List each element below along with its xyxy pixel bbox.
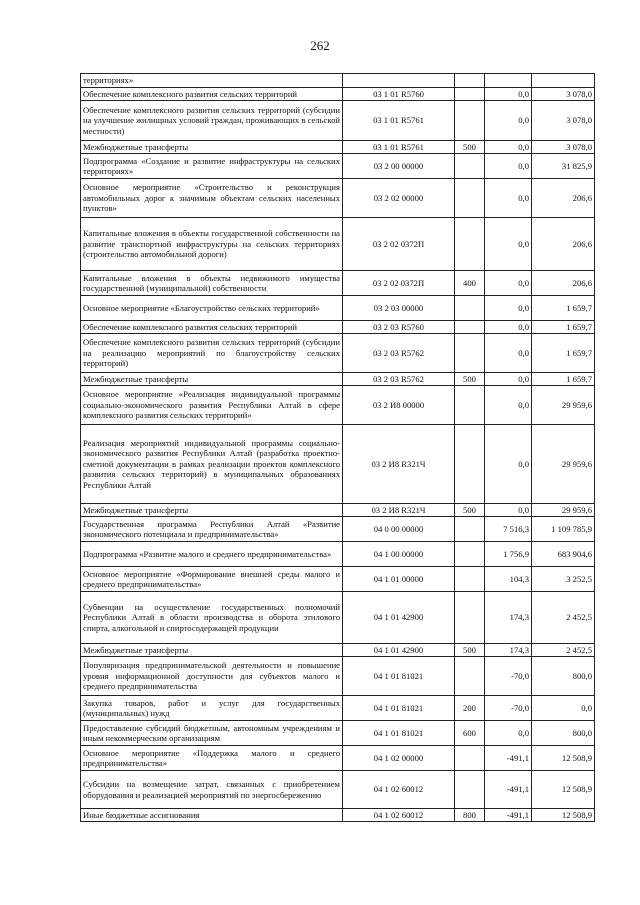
table-cell-vr [455,88,485,101]
table-row [81,425,595,504]
table-cell-value-1: 174,3 [485,592,532,644]
table-cell-vr [455,296,485,321]
table-cell-value-1: -70,0 [485,696,532,721]
table-cell-value-2: 29 959,6 [532,386,595,425]
table-cell-name: Межбюджетные трансферты [81,504,343,517]
table-row [81,517,595,542]
table-cell-name: Иные бюджетные ассигнования [81,809,343,822]
table-cell-name: Основное мероприятие «Строительство и реконструкция автомобильных дорог к значимым объектам сельских населенных пунктов» [81,179,343,218]
table-cell-name: Закупка товаров, работ и услуг для государственных (муниципальных) нужд [81,696,343,721]
table-cell-value-1 [485,74,532,88]
table-cell-value-1: -491,1 [485,809,532,822]
table-cell-value-1: 0,0 [485,504,532,517]
table-cell-code: 04 1 00 00000 [343,542,455,567]
table-cell-value-2: 12 508,9 [532,771,595,809]
table-cell-value-1: 0,0 [485,101,532,141]
table-cell-code: 04 0 00 00000 [343,517,455,542]
table-cell-vr [455,386,485,425]
table-cell-value-1: 0,0 [485,296,532,321]
table-cell-value-2: 1 659,7 [532,334,595,373]
table-cell-code: 03 2 02 0372П [343,218,455,271]
table-cell-value-1: -491,1 [485,746,532,771]
table-cell-value-1: 174,3 [485,644,532,657]
table-row [81,771,595,809]
table-row [81,321,595,334]
table-cell-value-1: 0,0 [485,386,532,425]
table-cell-vr: 800 [455,809,485,822]
table-cell-code: 03 2 И8 00000 [343,386,455,425]
table-cell-value-2 [532,74,595,88]
table-cell-vr [455,567,485,592]
table-cell-value-1: 0,0 [485,271,532,296]
table-cell-name: Реализация мероприятий индивидуальной программы социально-экономического развития Республики Алтай (разработка проектно-сметной документации в рамках реализации проектов комплексного развития сельских территорий) в муниципальных образованиях Республики Алтай [81,425,343,504]
table-cell-code: 04 1 01 42900 [343,644,455,657]
table-cell-value-2: 29 959,6 [532,425,595,504]
table-row [81,74,595,88]
table-cell-code: 03 1 01 R5760 [343,88,455,101]
table-cell-vr [455,179,485,218]
table-cell-code: 03 2 02 00000 [343,179,455,218]
table-cell-value-2: 31 825,9 [532,154,595,179]
table-cell-code: 04 1 01 81021 [343,721,455,746]
table-cell-value-2: 206,6 [532,218,595,271]
table-cell-code: 03 2 03 00000 [343,296,455,321]
table-cell-vr [455,542,485,567]
table-cell-value-2: 29 959,6 [532,504,595,517]
table-cell-vr: 400 [455,271,485,296]
table-row [81,334,595,373]
table-cell-value-1: 1 756,9 [485,542,532,567]
table-cell-code: 04 1 02 60012 [343,809,455,822]
table-cell-vr: 500 [455,644,485,657]
table-cell-name: Государственная программа Республики Алтай «Развитие экономического потенциала и предпринимательства» [81,517,343,542]
table-cell-name: Обеспечение комплексного развития сельских территорий (субсидии на реализацию мероприятий по благоустройству сельских территорий) [81,334,343,373]
table-cell-vr [455,218,485,271]
table-cell-name: Межбюджетные трансферты [81,373,343,386]
table-cell-code: 04 1 02 00000 [343,746,455,771]
table-cell-code: 03 2 03 R5760 [343,321,455,334]
table-cell-name: Подпрограмма «Создание и развитие инфраструктуры на сельских территориях» [81,154,343,179]
table-row [81,88,595,101]
table-cell-name: Капитальные вложения в объекты недвижимого имущества государственной (муниципальной) собственности [81,271,343,296]
table-row [81,373,595,386]
table-cell-name: Предоставление субсидий бюджетным, автономным учреждениям и иным некоммерческим организациям [81,721,343,746]
table-cell-code: 04 1 01 00000 [343,567,455,592]
table-row [81,809,595,822]
table-cell-value-2: 3 078,0 [532,141,595,154]
table-cell-value-2: 12 508,9 [532,746,595,771]
table-cell-vr: 500 [455,373,485,386]
table-cell-code: 03 1 01 R5761 [343,141,455,154]
table-cell-name: Капитальные вложения в объекты государственной собственности на развитие транспортной инфраструктуры на сельских территориях (строительство автомобильной дороги) [81,218,343,271]
table-row [81,271,595,296]
table-cell-name: Популяризация предпринимательской деятельности и повышение уровня информационной доступности для субъектов малого и среднего предпринимательства [81,657,343,696]
table-row [81,504,595,517]
table-cell-value-1: 0,0 [485,373,532,386]
table-cell-name: Субсидии на возмещение затрат, связанных с приобретением оборудования и реализацией мероприятий по энергосбережению [81,771,343,809]
table-cell-code: 04 1 01 81021 [343,696,455,721]
table-cell-vr [455,154,485,179]
table-cell-value-1: 0,0 [485,88,532,101]
table-row [81,386,595,425]
table-cell-name: Обеспечение комплексного развития сельских территорий (субсидии на улучшение жилищных условий граждан, проживающих в сельской местности) [81,101,343,141]
table-cell-value-2: 1 659,7 [532,296,595,321]
table-cell-value-1: 0,0 [485,179,532,218]
table-cell-value-2: 3 078,0 [532,101,595,141]
table-cell-code: 04 1 02 60012 [343,771,455,809]
table-row [81,567,595,592]
table-row [81,141,595,154]
table-cell-value-1: 0,0 [485,321,532,334]
table-cell-value-2: 2 452,5 [532,592,595,644]
table-cell-value-2: 3 252,5 [532,567,595,592]
table-row [81,179,595,218]
table-cell-value-2: 2 452,5 [532,644,595,657]
table-cell-value-1: -70,0 [485,657,532,696]
table-cell-vr: 500 [455,504,485,517]
table-cell-vr [455,517,485,542]
table-cell-vr [455,101,485,141]
table-cell-code: 03 2 00 00000 [343,154,455,179]
table-cell-value-1: 0,0 [485,425,532,504]
table-cell-name: Обеспечение комплексного развития сельских территорий [81,88,343,101]
table-cell-code [343,74,455,88]
table-cell-value-1: 0,0 [485,141,532,154]
table-cell-value-2: 3 078,0 [532,88,595,101]
table-row [81,218,595,271]
table-cell-name: Основное мероприятие «Формирование внешней среды малого и среднего предпринимательства» [81,567,343,592]
table-cell-vr [455,425,485,504]
budget-table [80,73,595,822]
table-cell-name: территориях» [81,74,343,88]
table-cell-vr [455,321,485,334]
table-row [81,101,595,141]
table-row [81,592,595,644]
table-cell-value-1: 0,0 [485,154,532,179]
table-cell-value-2: 683 904,6 [532,542,595,567]
table-cell-value-2: 1 659,7 [532,373,595,386]
table-cell-value-2: 1 109 785,9 [532,517,595,542]
table-cell-name: Основное мероприятие «Поддержка малого и среднего предпринимательства» [81,746,343,771]
budget-table-body [81,74,595,822]
table-cell-name: Субвенции на осуществление государственных полномочий Республики Алтай в области производства и оборота этилового спирта, алкогольной и спиртосодержащей продукции [81,592,343,644]
table-cell-value-1: 7 516,3 [485,517,532,542]
table-cell-vr [455,592,485,644]
table-cell-value-2: 800,0 [532,657,595,696]
table-cell-value-2: 1 659,7 [532,321,595,334]
table-cell-value-2: 0,0 [532,696,595,721]
table-cell-vr: 600 [455,721,485,746]
table-cell-value-1: -491,1 [485,771,532,809]
table-cell-value-1: 104,3 [485,567,532,592]
table-cell-code: 03 2 И8 R321Ч [343,425,455,504]
table-row [81,657,595,696]
table-cell-name: Межбюджетные трансферты [81,644,343,657]
table-cell-value-2: 12 508,9 [532,809,595,822]
table-cell-vr: 200 [455,696,485,721]
table-cell-code: 04 1 01 42900 [343,592,455,644]
table-cell-vr [455,74,485,88]
table-row [81,721,595,746]
table-row [81,542,595,567]
table-cell-code: 03 2 03 R5762 [343,373,455,386]
table-cell-value-1: 0,0 [485,334,532,373]
table-cell-value-2: 800,0 [532,721,595,746]
table-row [81,154,595,179]
table-cell-vr [455,657,485,696]
page-number: 262 [310,38,330,53]
table-cell-code: 03 2 И8 R321Ч [343,504,455,517]
table-row [81,644,595,657]
table-cell-vr [455,746,485,771]
table-cell-code: 03 2 03 R5762 [343,334,455,373]
table-cell-value-1: 0,0 [485,721,532,746]
table-cell-vr: 500 [455,141,485,154]
table-cell-value-2: 206,6 [532,271,595,296]
table-cell-code: 03 1 01 R5761 [343,101,455,141]
table-cell-name: Обеспечение комплексного развития сельских территорий [81,321,343,334]
table-row [81,746,595,771]
table-cell-code: 04 1 01 81021 [343,657,455,696]
table-cell-value-2: 206,6 [532,179,595,218]
table-cell-name: Основное мероприятие «Благоустройство сельских территорий» [81,296,343,321]
table-cell-name: Подпрограмма «Развитие малого и среднего предпринимательства» [81,542,343,567]
table-cell-vr [455,334,485,373]
table-row [81,296,595,321]
table-cell-name: Межбюджетные трансферты [81,141,343,154]
table-row [81,696,595,721]
table-cell-vr [455,771,485,809]
table-cell-code: 03 2 02 0372П [343,271,455,296]
table-cell-name: Основное мероприятие «Реализация индивидуальной программы социально-экономического развития Республики Алтай в сфере комплексного развития сельских территорий» [81,386,343,425]
table-cell-value-1: 0,0 [485,218,532,271]
